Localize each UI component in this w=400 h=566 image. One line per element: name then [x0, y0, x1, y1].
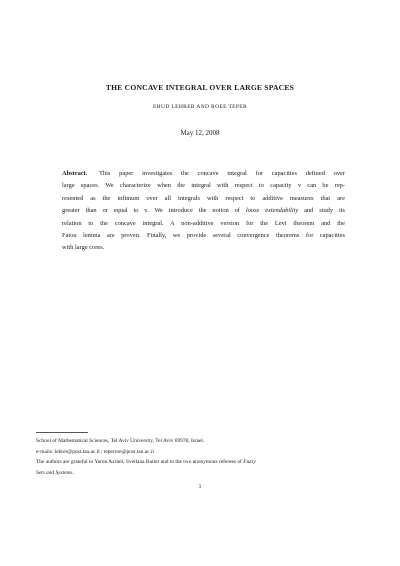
abstract-line: resented as the infimum over all integrals with respect to additive measures that are: [62, 194, 345, 202]
footnote-acknowledgement-cont: [36, 468, 361, 479]
abstract-line: large spaces. We characterize when the integral with respect to capacity v can be rep-: [62, 182, 345, 190]
footnotes: [36, 436, 361, 478]
journal-name: Sets and Systems: [36, 469, 73, 476]
footnote-acknowledgement: [36, 457, 361, 468]
abstract-text: and study its: [298, 207, 345, 215]
footnote-text: .: [72, 469, 74, 476]
abstract-emphasis: loose extendability: [245, 207, 299, 215]
abstract-text: This paper investigates the concave integral for capacities defined over: [99, 170, 346, 177]
abstract-line: relation to the concave integral. A non-additive version for the Levi theorem and the: [62, 219, 345, 227]
paper-authors: EHUD LEHRER AND ROEE TEPER: [152, 104, 248, 110]
footnote-emails: e-mails: lehrer@post.tau.ac.il ; teperroe@post.tau.ac.il: [36, 448, 154, 455]
abstract: [62, 168, 345, 255]
abstract-line: with large cores.: [62, 244, 105, 252]
abstract-text: greater than or equal to v. We introduce the notion of: [62, 207, 246, 215]
footnote-text: The authors are grateful to Yaron Azrieli, Svetlana Butler and to the two anonymous referees of: [36, 459, 244, 466]
abstract-line: Fatou lemma are proven. Finally, we provide several convergence theorems for capacities: [62, 231, 345, 239]
journal-name: Fuzzy: [243, 459, 256, 466]
footnote-affiliation: School of Mathematical Sciences, Tel Aviv University, Tel Aviv 69978, Israel.: [36, 438, 205, 444]
abstract-line: [62, 205, 345, 217]
abstract-label: Abstract.: [62, 170, 88, 177]
page-number: 1: [198, 484, 202, 490]
paper-title: THE CONCAVE INTEGRAL OVER LARGE SPACES: [105, 83, 295, 92]
abstract-line: [62, 168, 345, 180]
footnote-rule: [36, 432, 88, 433]
paper-date: May 12, 2008: [180, 129, 220, 137]
